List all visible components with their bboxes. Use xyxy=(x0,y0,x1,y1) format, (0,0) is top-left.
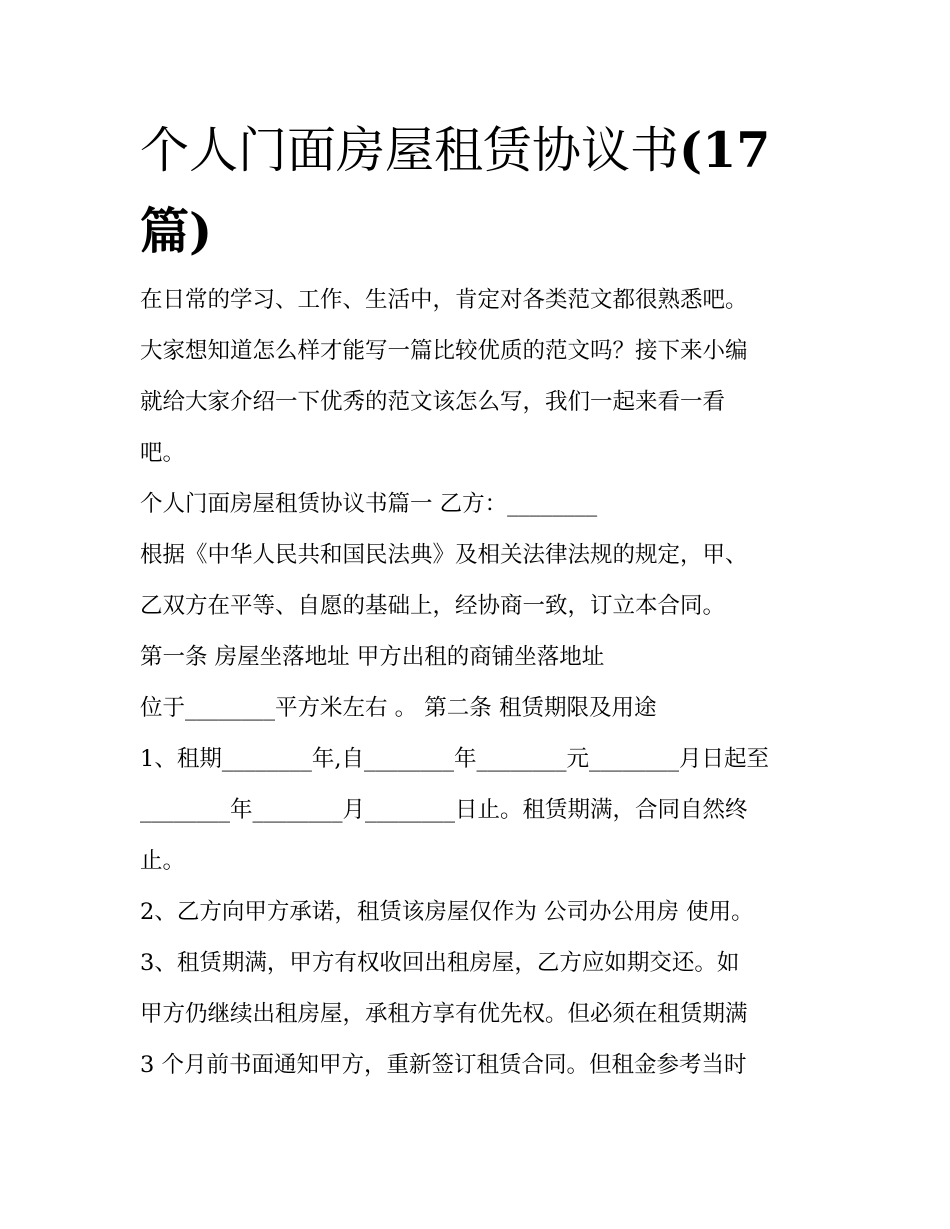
clause-line: 1、租期________年,自________年________元________月日起至 xyxy=(140,746,769,772)
article-line: 位于________平方米左右 。 第二条 租赁期限及用途 xyxy=(140,695,657,721)
title-line-1: 个人门面房屋租赁协议书 xyxy=(140,122,680,179)
clause-line: ________年________月________日止。租赁期满，合同自然终 xyxy=(140,797,748,823)
document-title xyxy=(140,110,820,272)
paragraph-line: 大家想知道怎么样才能写一篇比较优质的范文吗？接下来小编 xyxy=(140,338,748,364)
paragraph-line: 就给大家介绍一下优秀的范文该怎么写，我们一起来看一看 xyxy=(140,389,726,415)
paragraph-line: 根据《中华人民共和国民法典》及相关法律法规的规定，甲、 xyxy=(140,542,748,568)
document-body xyxy=(140,275,830,1091)
section-heading-line: 个人门面房屋租赁协议书篇一 乙方：________ xyxy=(140,491,598,517)
clause-line: 3 个月前书面通知甲方，重新签订租赁合同。但租金参考当时 xyxy=(140,1052,747,1078)
title-line-2: 篇) xyxy=(140,202,213,260)
clause-line: 3、租赁期满，甲方有权收回出租房屋，乙方应如期交还。如 xyxy=(140,950,740,976)
clause-line: 2、乙方向甲方承诺，租赁该房屋仅作为 公司办公用房 使用。 xyxy=(140,899,754,925)
article-line: 第一条 房屋坐落地址 甲方出租的商铺坐落地址 xyxy=(140,644,605,670)
paragraph-line: 乙双方在平等、自愿的基础上，经协商一致，订立本合同。 xyxy=(140,593,726,619)
clause-line: 甲方仍继续出租房屋，承租方享有优先权。但必须在租赁期满 xyxy=(140,1001,748,1027)
paragraph-line: 在日常的学习、工作、生活中，肯定对各类范文都很熟悉吧。 xyxy=(140,287,748,313)
title-count: (17 xyxy=(679,121,771,179)
clause-line: 止。 xyxy=(140,848,186,874)
paragraph-line: 吧。 xyxy=(140,440,186,466)
